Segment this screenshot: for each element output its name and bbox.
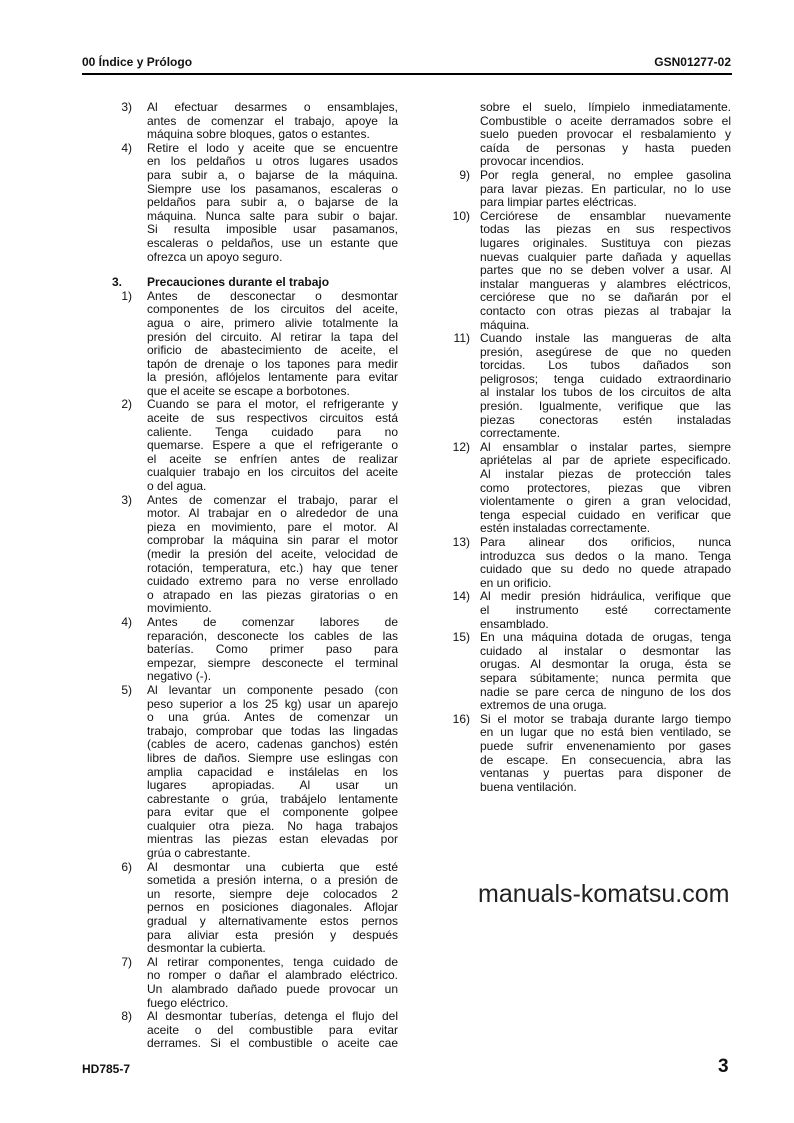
item-text-line: nuevas cualquier parte dañada y aquellas xyxy=(480,249,731,264)
item-text-line: Al ensamblar o instalar partes, siempre xyxy=(480,439,731,454)
header-section-title: 00 Índice y Prólogo xyxy=(82,55,193,69)
item-text-line: rotación, temperatura, etc.) hay que tener xyxy=(147,560,398,575)
item-text-line: Al desmontar una cubierta que esté xyxy=(147,859,398,874)
item-text-line: separa súbitamente; nunca permita que xyxy=(480,670,731,685)
item-text-line: Combustible o aceite derramados sobre el xyxy=(480,113,731,128)
page-number: 3 xyxy=(718,1056,729,1077)
item-text-line: (medir la presión del aceite, velocidad de xyxy=(147,547,398,561)
item-text-line: amplia capacidad e instálelas en los xyxy=(147,764,398,779)
item-text-line: el aceite se enfríen antes de realizar xyxy=(147,451,398,466)
section-number: 3. xyxy=(112,275,123,290)
item-text-line: cerciórese que no se dañarán por el xyxy=(480,290,731,305)
item-text-line: reparación, desconecte los cables de las xyxy=(147,628,398,643)
item-text-line: para aliviar esta presión y después xyxy=(147,927,398,942)
item-number: 3) xyxy=(121,492,132,507)
item-text-line: componentes de los circuitos del aceite, xyxy=(147,302,398,317)
item-text-line: antes de comenzar el trabajo, apoye la xyxy=(147,113,398,128)
item-text-line: Al medir presión hidráulica, verifique que xyxy=(480,589,731,604)
list-item xyxy=(112,142,398,264)
item-text-line: Por regla general, no emplee gasolina xyxy=(480,167,731,182)
item-text-line: desmontar la cubierta. xyxy=(147,941,266,956)
item-text-line: Cerciórese de ensamblar nuevamente xyxy=(480,208,731,223)
item-text-line: tapón de drenaje o los tapones para medir xyxy=(147,356,398,371)
item-text-line: Siempre use los pasamanos, escaleras o xyxy=(147,181,398,196)
item-number: 4) xyxy=(121,614,132,629)
item-text-line: ventanas y puertas para disponer de xyxy=(480,766,731,781)
list-item xyxy=(112,290,398,399)
item-text-line: agua o aire, primero alivie totalmente la xyxy=(147,315,398,330)
item-text-line: grúa o cabrestante. xyxy=(147,846,251,861)
item-text-line: puede sufrir envenenamiento por gases xyxy=(480,738,731,753)
item-text-line: peligrosos; tenga cuidado extraordinario xyxy=(480,371,731,386)
item-text-line: pernos en posiciones diagonales. Aflojar xyxy=(147,900,398,915)
item-text-line: suelo pueden provocar el resbalamiento y xyxy=(480,127,731,142)
item-text-line: Antes de desconectar o desmontar xyxy=(147,288,398,303)
item-text-line: negativo (-). xyxy=(147,669,212,684)
item-text-line: el instrumento esté correctamente xyxy=(480,602,731,617)
item-text-line: caída de personas y hasta pueden xyxy=(480,140,731,155)
item-text-line: provocar incendios. xyxy=(480,154,585,169)
item-text-line: quemarse. Espere a que el refrigerante o xyxy=(147,438,398,453)
item-text-line: Cuando instale las mangueras de alta xyxy=(480,331,731,346)
item-text-line: libres de daños. Siempre use eslingas con xyxy=(147,750,398,765)
item-text-line: máquina. Nunca salte para subir o bajar. xyxy=(147,208,398,223)
item-text-line: todas las piezas en sus respectivos xyxy=(480,222,731,237)
item-number: 4) xyxy=(121,140,132,155)
item-text-line: en un orificio. xyxy=(480,575,552,590)
item-text-line: Si resulta imposible usar pasamanos, xyxy=(147,222,398,237)
item-text-line: cualquier otra pieza. No haga trabajos xyxy=(147,818,398,833)
item-text-line: Antes de comenzar labores de xyxy=(147,614,398,629)
item-text-line: Para alinear dos orificios, nunca xyxy=(480,535,731,549)
item-text-line: gradual y alternativamente estos pernos xyxy=(147,914,398,929)
item-text-line: derrames. Si el combustible o aceite cae xyxy=(147,1036,398,1051)
item-text-line: para evitar que el componente golpee xyxy=(147,805,398,820)
item-number: 14) xyxy=(452,589,470,604)
item-number: 12) xyxy=(452,439,470,454)
footer-model: HD785-7 xyxy=(82,1062,131,1076)
item-text-line: En una máquina dotada de orugas, tenga xyxy=(480,630,731,645)
item-text-line: para subir a, o bajarse de la máquina. xyxy=(147,167,398,182)
item-number: 9) xyxy=(459,167,470,182)
list-item xyxy=(444,590,731,631)
item-text-line: presión, asegúrese de que no queden xyxy=(480,344,731,359)
section-title: Precauciones durante el trabajo xyxy=(147,275,330,290)
item-text-line: peldaños para subir a, o bajarse de la xyxy=(147,195,398,210)
item-text-line: Cuando se para el motor, el refrigerante y xyxy=(147,397,398,412)
item-text-line: empezar, siempre desconecte el terminal xyxy=(147,655,398,670)
item-text-line: o atrapado en las piezas giratorias o en xyxy=(147,587,398,602)
item-text-line: movimiento. xyxy=(147,601,212,616)
item-text-line: apriételas al par de apriete especificado. xyxy=(480,453,731,468)
item-text-line: un resorte, siempre deje colocados 2 xyxy=(147,886,398,901)
item-text-line: Antes de comenzar el trabajo, parar el xyxy=(147,492,398,507)
item-text-line: aceite o del combustible para evitar xyxy=(147,1022,398,1037)
list-item xyxy=(112,398,398,493)
header-rule xyxy=(82,73,732,75)
list-item xyxy=(444,332,731,441)
item-text-line: la presión, aflójelos lentamente para evitar xyxy=(147,370,398,385)
item-text-line: caliente. Tenga cuidado para no xyxy=(147,424,398,439)
list-item xyxy=(112,684,398,861)
item-text-line: o del agua. xyxy=(147,479,207,494)
item-text-line: baterías. Como primer paso para xyxy=(147,642,398,657)
item-number: 8) xyxy=(121,1009,132,1024)
item-text-line: escaleras o peldaños, use un estante que xyxy=(147,235,398,250)
item-text-line: pieza en movimiento, pare el motor. Al xyxy=(147,519,398,534)
list-item xyxy=(112,101,398,142)
item-text-line: estén instaladas correctamente. xyxy=(480,521,651,536)
right-column xyxy=(444,101,731,794)
item-text-line: comprobar la máquina sin parar el motor xyxy=(147,533,398,548)
item-text-line: orificio de abastecimiento de aceite, el xyxy=(147,343,398,358)
item-number: 5) xyxy=(121,682,132,697)
item-text-line: contacto con otras piezas al trabajar la xyxy=(480,303,731,318)
item-text-line: introduzca sus dedos o la mano. Tenga xyxy=(480,548,731,563)
list-item xyxy=(444,441,731,536)
item-text-line: lugares originales. Sustituya con piezas xyxy=(480,235,731,250)
item-text-line: para limpiar partes eléctricas. xyxy=(480,195,637,210)
list-item xyxy=(444,631,731,713)
list-item xyxy=(444,713,731,795)
item-text-line: máquina. xyxy=(480,317,530,332)
item-text-line: presión del circuito. Al retirar la tapa del xyxy=(147,329,398,344)
list-item xyxy=(444,101,731,169)
item-number: 11) xyxy=(453,331,470,346)
list-item xyxy=(112,1010,398,1051)
item-text-line: Al instalar piezas de protección tales xyxy=(480,467,731,482)
item-text-line: (cables de acero, cadenas ganchos) estén xyxy=(147,737,398,752)
watermark: manuals-komatsu.com xyxy=(478,880,730,908)
item-text-line: de escape. En consecuencia, abra las xyxy=(480,752,731,767)
item-text-line: instalar mangueras y alambres eléctricos, xyxy=(480,276,731,291)
item-text-line: motor. Al trabajar en o alrededor de una xyxy=(147,506,398,521)
item-text-line: nadie se pare cerca de ninguno de los dos xyxy=(480,684,731,699)
item-text-line: peso superior a los 25 kg) usar un aparejo xyxy=(147,696,398,711)
item-number: 7) xyxy=(121,954,132,969)
item-number: 1) xyxy=(121,288,132,303)
item-text-line: máquina sobre bloques, gatos o estantes. xyxy=(147,127,370,142)
item-text-line: en un lugar que no está bien ventilado, se xyxy=(480,725,731,740)
item-text-line: sometida a presión interna, o a presión de xyxy=(147,873,398,888)
item-text-line: sobre el suelo, límpielo inmediatamente. xyxy=(480,100,731,114)
item-text-line: como protectores, piezas que vibren xyxy=(480,480,731,495)
item-text-line: orugas. Al desmontar la oruga, ésta se xyxy=(480,657,731,672)
list-item xyxy=(444,536,731,590)
item-text-line: Un alambrado dañado puede provocar un xyxy=(147,982,398,996)
item-text-line: trabajo, comprobar que todas las lingadas xyxy=(147,723,398,738)
item-text-line: torcidas. Los tubos dañados son xyxy=(480,358,731,373)
section-heading xyxy=(112,276,398,290)
item-number: 13) xyxy=(452,535,470,549)
item-text-line: cuidado al instalar o desmontar las xyxy=(480,643,731,658)
left-column xyxy=(112,101,398,1051)
item-number: 2) xyxy=(121,397,132,412)
item-text-line: Si el motor se trabaja durante largo tiempo xyxy=(480,711,731,726)
item-text-line: presión. Igualmente, verifique que las xyxy=(480,399,731,414)
list-item xyxy=(112,616,398,684)
item-text-line: cuidado que su dedo no quede atrapado xyxy=(480,562,731,577)
item-text-line: cabrestante o grúa, trabájelo lentamente xyxy=(147,791,398,806)
list-item xyxy=(112,861,398,956)
item-text-line: al instalar los tubos de los circuitos de alta xyxy=(480,385,731,400)
item-text-line: o una grúa. Antes de comenzar un xyxy=(147,710,398,725)
item-text-line: para lavar piezas. En particular, no lo use xyxy=(480,181,731,196)
item-text-line: Al desmontar tuberías, detenga el flujo del xyxy=(147,1009,398,1024)
item-text-line: lugares apropiadas. Al usar un xyxy=(147,778,398,793)
item-text-line: en los peldaños u otros lugares usados xyxy=(147,154,398,169)
item-text-line: fuego eléctrico. xyxy=(147,995,229,1010)
item-text-line: buena ventilación. xyxy=(480,779,577,794)
item-text-line: mientras las piezas estan elevadas por xyxy=(147,832,398,847)
item-number: 3) xyxy=(121,100,132,114)
item-text-line: tenga especial cuidado en verificar que xyxy=(480,507,731,522)
list-item xyxy=(444,210,731,332)
item-text-line: extremos de una oruga. xyxy=(480,698,607,713)
item-text-line: aceite de sus respectivos circuitos está xyxy=(147,411,398,426)
list-item xyxy=(444,169,731,210)
item-text-line: cualquier trabajo en los circuitos del aceite xyxy=(147,465,398,480)
item-text-line: ofrezca un apoyo seguro. xyxy=(147,249,283,264)
item-text-line: Retire el lodo y aceite que se encuentre xyxy=(147,140,398,155)
item-text-line: piezas conectoras estén instaladas xyxy=(480,412,731,427)
item-number: 16) xyxy=(452,711,470,726)
item-number: 15) xyxy=(452,630,470,645)
item-text-line: Al levantar un componente pesado (con xyxy=(147,682,398,697)
item-text-line: violentamente o giren a gran velocidad, xyxy=(480,494,731,509)
item-text-line: que el aceite se escape a borbotones. xyxy=(147,383,350,398)
item-text-line: no romper o dañar el alambrado eléctrico. xyxy=(147,968,398,983)
list-item xyxy=(112,494,398,616)
item-text-line: Al efectuar desarmes o ensamblajes, xyxy=(147,100,398,114)
item-text-line: ensamblado. xyxy=(480,616,549,631)
item-text-line: partes que no se deben volver a usar. Al xyxy=(480,263,731,278)
item-number: 10) xyxy=(452,208,470,223)
item-text-line: Al retirar componentes, tenga cuidado de xyxy=(147,954,398,969)
header-doc-code: GSN01277-02 xyxy=(654,55,731,69)
list-item xyxy=(112,956,398,1010)
item-number: 6) xyxy=(121,859,132,874)
item-text-line: correctamente. xyxy=(480,426,561,441)
item-text-line: cuidado extremo para no verse enrollado xyxy=(147,574,398,589)
